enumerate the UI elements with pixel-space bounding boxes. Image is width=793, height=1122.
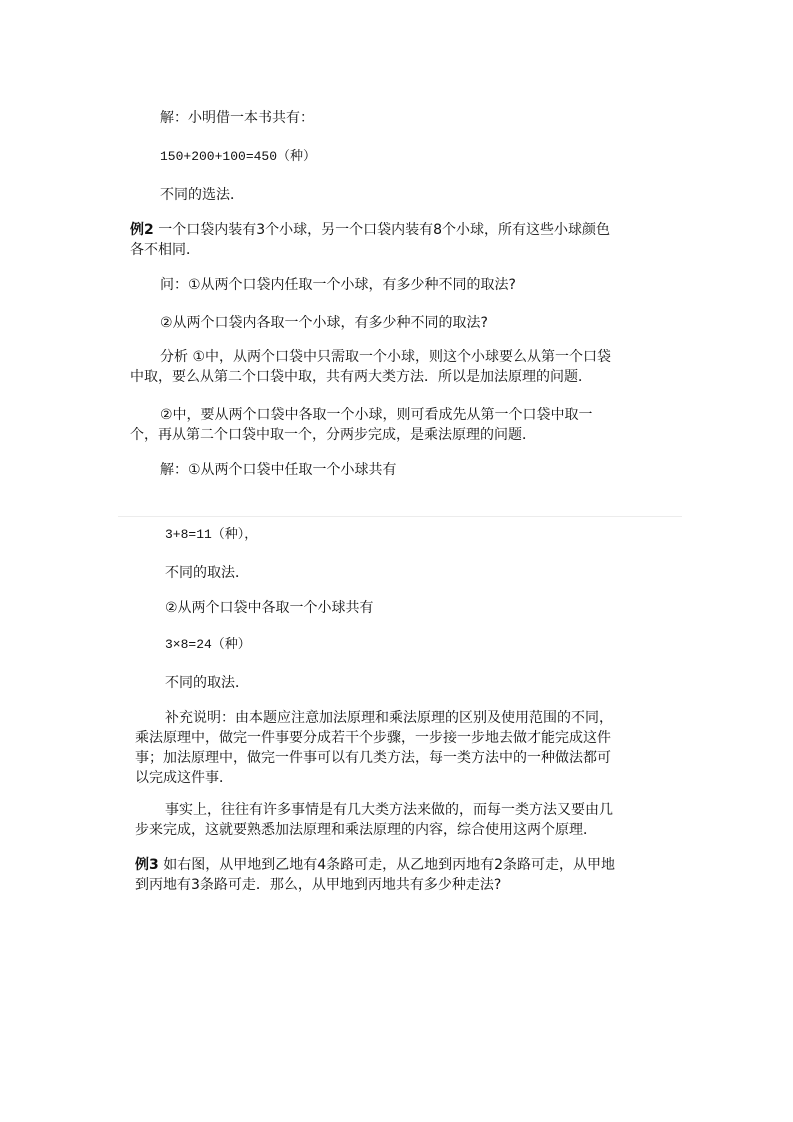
calculation-line: 150+200+100=450（种）	[160, 149, 317, 164]
example-2-line-1	[130, 220, 610, 240]
question-1: 问：①从两个口袋内任取一个小球，有多少种不同的取法?	[160, 277, 516, 293]
section-divider	[118, 516, 682, 517]
supplement-line-4: 以完成这件事．	[135, 770, 233, 786]
fact-line-1: 事实上，往往有许多事情是有几大类方法来做的，而每一类方法又要由几	[165, 802, 613, 818]
solution-2-text: ②从两个口袋中各取一个小球共有	[165, 600, 374, 616]
example-3-text: 如右图，从甲地到乙地有4条路可走，从乙地到丙地有2条路可走，从甲地	[158, 857, 616, 873]
supplement-line-3: 事；加法原理中，做完一件事可以有几类方法，每一类方法中的一种做法都可	[135, 750, 611, 766]
example-2-text: 一个口袋内装有3个小球，另一个口袋内装有8个小球，所有这些小球颜色	[153, 222, 611, 238]
supplement-line-2: 乘法原理中，做完一件事要分成若干个步骤，一步接一步地去做才能完成这件	[135, 730, 611, 746]
result-text: 不同的选法．	[160, 187, 244, 203]
example-2-line-2: 各不相同．	[130, 242, 200, 258]
solution-intro-text: 解：小明借一本书共有：	[160, 110, 314, 126]
supplement-line-1: 补充说明：由本题应注意加法原理和乘法原理的区别及使用范围的不同，	[165, 710, 613, 726]
analysis-1-line-1: 分析 ①中，从两个口袋中只需取一个小球，则这个小球要么从第一个口袋	[160, 349, 611, 365]
example-3-line-2: 到丙地有3条路可走．那么，从甲地到丙地共有多少种走法?	[135, 877, 502, 893]
calculation-2: 3×8=24（种）	[165, 637, 251, 652]
analysis-2-line-1: ②中，要从两个口袋中各取一个小球，则可看成先从第一个口袋中取一	[160, 407, 593, 423]
example-2-label: 例2	[130, 222, 154, 238]
fact-line-2: 步来完成，这就要熟悉加法原理和乘法原理的内容，综合使用这两个原理．	[135, 822, 597, 838]
result-1-text: 不同的取法．	[165, 565, 249, 581]
result-2-text: 不同的取法．	[165, 675, 249, 691]
solution-1-text: 解：①从两个口袋中任取一个小球共有	[160, 462, 397, 478]
analysis-2-line-2: 个，再从第二个口袋中取一个，分两步完成，是乘法原理的问题．	[130, 427, 536, 443]
calculation-1: 3+8=11（种），	[165, 527, 258, 542]
example-3-label: 例3	[135, 857, 159, 873]
example-3-line-1	[135, 855, 615, 875]
analysis-1-line-2: 中取，要么从第二个口袋中取，共有两大类方法．所以是加法原理的问题．	[130, 369, 592, 385]
question-2: ②从两个口袋内各取一个小球，有多少种不同的取法?	[160, 315, 488, 331]
